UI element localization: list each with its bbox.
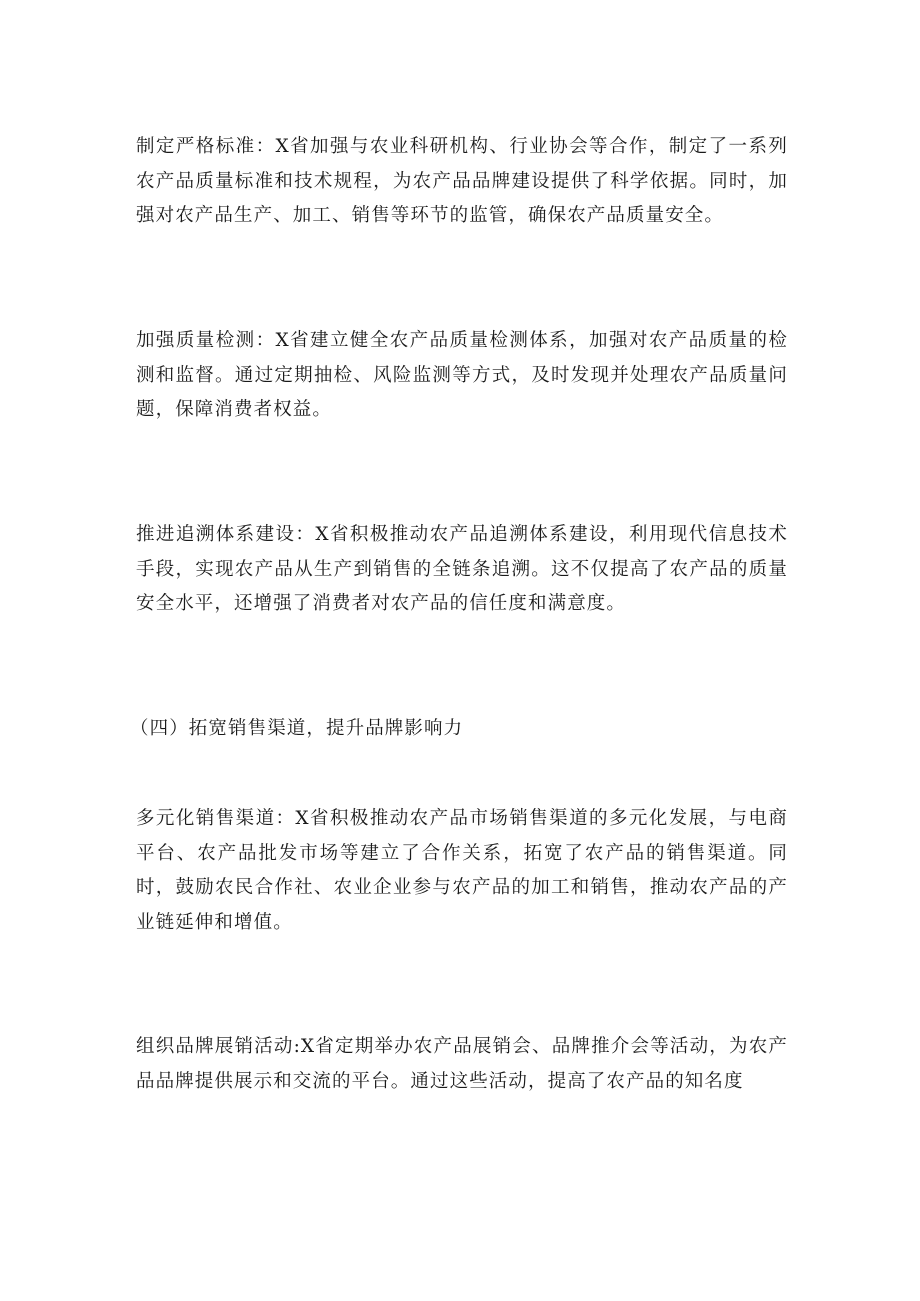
section-heading-sales-channels: （四）拓宽销售渠道，提升品牌影响力 [130, 718, 464, 739]
paragraph-strict-standards: 制定严格标准：X省加强与农业科研机构、行业协会等合作，制定了一系列农产品质量标准和技术规程，为农产品品牌建设提供了科学依据。同时，加强对农产品生产、加工、销售等环节的监管，确保农产品质量安全。 [136, 136, 788, 227]
paragraph-brand-exhibitions: 组织品牌展销活动:X省定期举办农产品展销会、品牌推介会等活动，为农产品品牌提供展示和交流的平台。通过这些活动，提高了农产品的知名度 [136, 1036, 788, 1092]
paragraph-quality-testing: 加强质量检测：X省建立健全农产品质量检测体系，加强对农产品质量的检测和监督。通过定期抽检、风险监测等方式，及时发现并处理农产品质量问题，保障消费者权益。 [136, 330, 788, 421]
paragraph-diversified-sales: 多元化销售渠道：X省积极推动农产品市场销售渠道的多元化发展，与电商平台、农产品批发市场等建立了合作关系，拓宽了农产品的销售渠道。同时，鼓励农民合作社、农业企业参与农产品的加工和销售，推动农产品的产业链延伸和增值。 [136, 808, 788, 933]
paragraph-traceability-system: 推进追溯体系建设：X省积极推动农产品追溯体系建设，利用现代信息技术手段，实现农产品从生产到销售的全链条追溯。这不仅提高了农产品的质量安全水平，还增强了消费者对农产品的信任度和满意度。 [136, 524, 788, 615]
